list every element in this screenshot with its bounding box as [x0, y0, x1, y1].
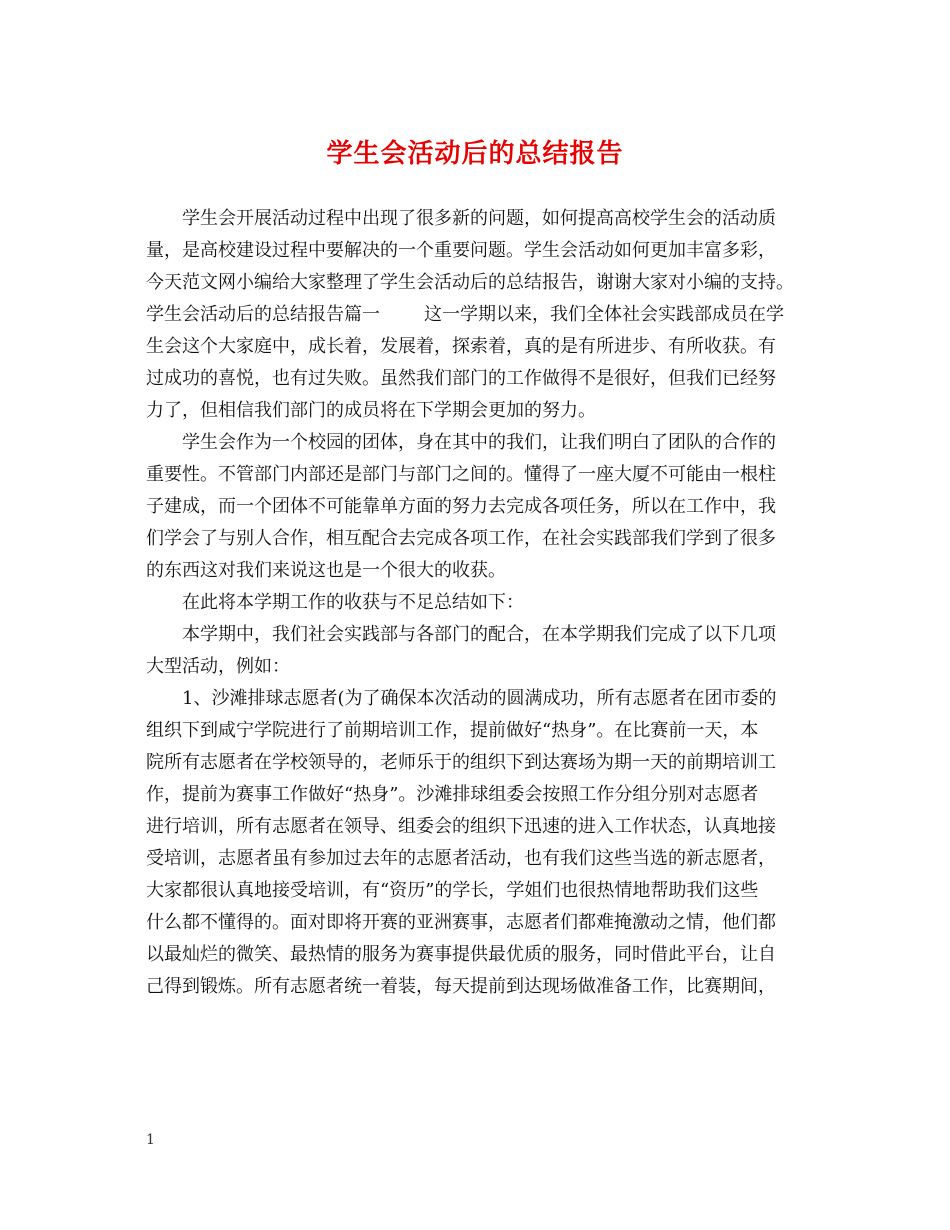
- body-line: 本学期中，我们社会实践部与各部门的配合，在本学期我们完成了以下几项: [182, 624, 776, 645]
- body-line: 进行培训，所有志愿者在领导、组委会的组织下迅速的进入工作状态，认真地接: [146, 816, 776, 837]
- body-line: 们学会了与别人合作，相互配合去完成各项工作，在社会实践部我们学到了很多: [146, 528, 776, 549]
- document-title: 学生会活动后的总结报告: [326, 139, 624, 169]
- body-line: 学生会开展活动过程中出现了很多新的问题，如何提高高校学生会的活动质: [182, 208, 776, 229]
- body-line: 己得到锻炼。所有志愿者统一着装，每天提前到达现场做准备工作，比赛期间，: [146, 976, 776, 997]
- page-number: 1: [146, 1132, 155, 1148]
- body-line: 在此将本学期工作的收获与不足总结如下：: [182, 592, 524, 613]
- body-line: 院所有志愿者在学校领导的，老师乐于的组织下到达赛场为期一天的前期培训工: [146, 752, 776, 773]
- body-line: 学生会作为一个校园的团体，身在其中的我们，让我们明白了团队的合作的: [182, 432, 776, 453]
- body-line: 1、沙滩排球志愿者(为了确保本次活动的圆满成功，所有志愿者在团市委的: [182, 688, 777, 709]
- body-line: 过成功的喜悦，也有过失败。虽然我们部门的工作做得不是很好，但我们已经努: [146, 368, 776, 389]
- body-line: 大型活动，例如：: [146, 656, 290, 677]
- document-body: [146, 203, 806, 1003]
- body-line: 大家都很认真地接受培训，有“资历”的学长，学姐们也很热情地帮助我们这些: [146, 880, 759, 901]
- body-text: 这一学期以来，我们全体社会实践部成员在学: [424, 304, 784, 325]
- body-line-with-heading: [146, 299, 806, 331]
- body-line: 力了，但相信我们部门的成员将在下学期会更加的努力。: [146, 400, 596, 421]
- body-line: 的东西这对我们来说这也是一个很大的收获。: [146, 560, 506, 581]
- body-line: 什么都不懂得的。面对即将开赛的亚洲赛事，志愿者们都难掩激动之情，他们都: [146, 912, 776, 933]
- body-line: 生会这个大家庭中，成长着，发展着，探索着，真的是有所进步、有所收获。有: [146, 336, 776, 357]
- body-line: 子建成，而一个团体不可能靠单方面的努力去完成各项任务，所以在工作中，我: [146, 496, 776, 517]
- section-heading: 学生会活动后的总结报告篇一: [146, 304, 380, 325]
- body-line: 量，是高校建设过程中要解决的一个重要问题。学生会活动如何更加丰富多彩，: [146, 240, 776, 261]
- body-line: 受培训，志愿者虽有参加过去年的志愿者活动，也有我们这些当选的新志愿者，: [146, 848, 776, 869]
- body-line: 以最灿烂的微笑、最热情的服务为赛事提供最优质的服务，同时借此平台，让自: [146, 944, 776, 965]
- body-line: 组织下到咸宁学院进行了前期培训工作，提前做好“热身”。在比赛前一天，本: [146, 720, 759, 741]
- body-line: 今天范文网小编给大家整理了学生会活动后的总结报告，谢谢大家对小编的支持。: [146, 272, 794, 293]
- body-line: 重要性。不管部门内部还是部门与部门之间的。懂得了一座大厦不可能由一根柱: [146, 464, 776, 485]
- body-line: 作，提前为赛事工作做好“热身”。沙滩排球组委会按照工作分组分别对志愿者: [146, 784, 759, 805]
